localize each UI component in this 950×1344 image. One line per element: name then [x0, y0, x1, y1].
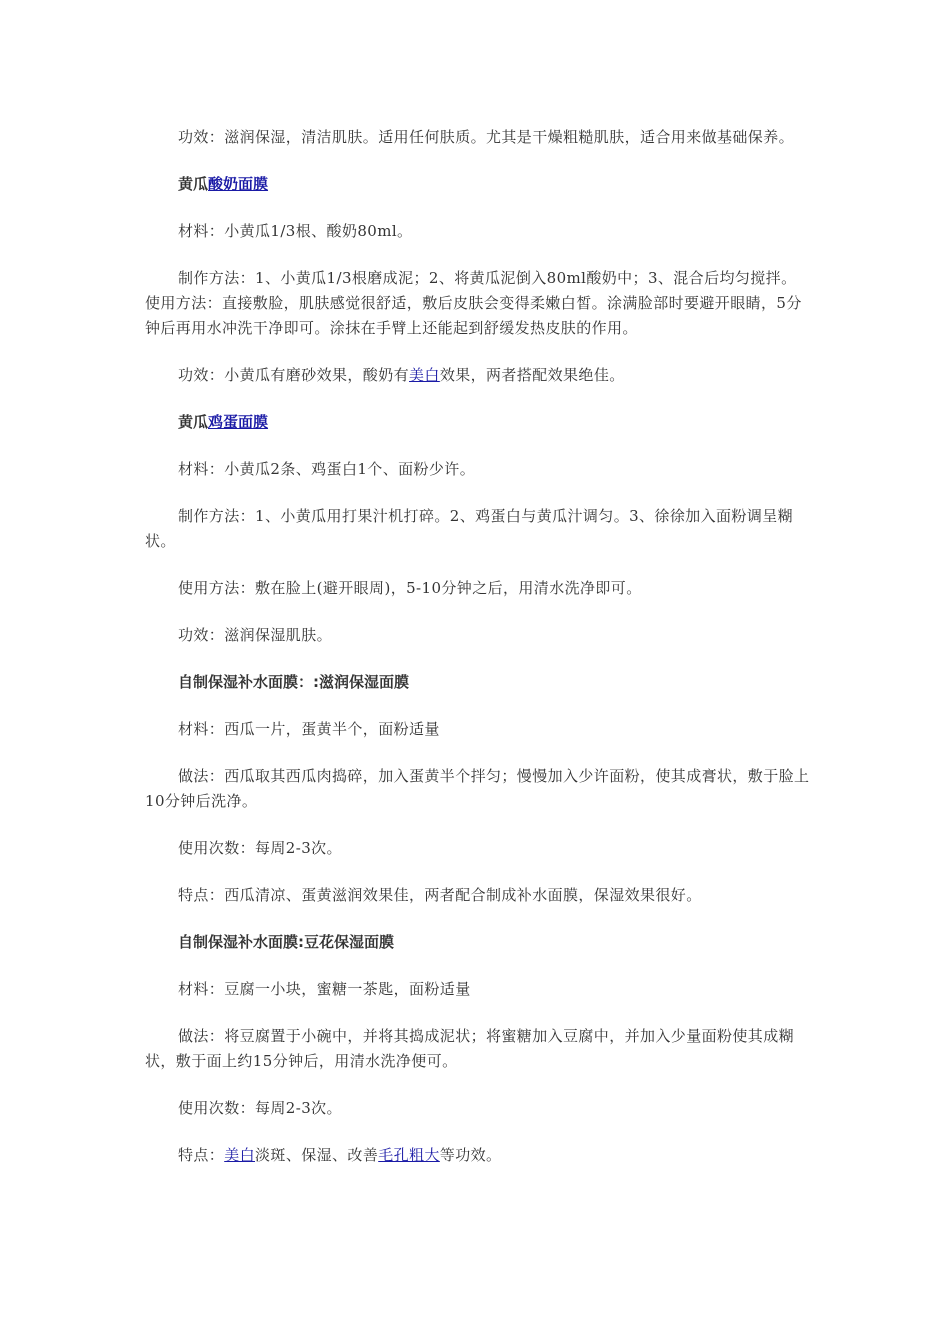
method-paragraph-3	[145, 764, 810, 814]
frequency-paragraph-3	[145, 836, 810, 861]
effect-paragraph-1	[145, 125, 810, 150]
text-span: 材料：西瓜一片，蛋黄半个，面粉适量	[178, 720, 440, 738]
text-span: 等功效。	[439, 1146, 502, 1164]
method-paragraph-1	[145, 266, 810, 341]
text-span: 效果，两者搭配效果绝佳。	[439, 366, 625, 384]
materials-paragraph-3	[145, 717, 810, 742]
keyword-link[interactable]: 酸奶面膜	[208, 175, 269, 193]
keyword-link[interactable]: 毛孔粗大	[378, 1146, 440, 1164]
effect-paragraph-3	[145, 623, 810, 648]
text-span: 材料：豆腐一小块，蜜糖一茶匙，面粉适量	[178, 980, 471, 998]
text-span: 使用方法：敷在脸上(避开眼周)，5-10分钟之后，用清水洗净即可。	[178, 579, 642, 597]
method-paragraph-4	[145, 1024, 810, 1074]
text-span: 功效：滋润保湿，清洁肌肤。适用任何肤质。尤其是干燥粗糙肌肤，适合用来做基础保养。	[178, 128, 795, 146]
heading-cucumber-yogurt-mask	[145, 172, 810, 197]
text-span: 黄瓜	[178, 413, 209, 431]
materials-paragraph-4	[145, 977, 810, 1002]
materials-paragraph-1	[145, 219, 810, 244]
text-span: 材料：小黄瓜1/3根、酸奶80ml。	[178, 222, 413, 240]
text-span: 使用次数：每周2-3次。	[178, 839, 342, 857]
text-span: 材料：小黄瓜2条、鸡蛋白1个、面粉少许。	[178, 460, 476, 478]
heading-watermelon-mask	[145, 670, 810, 695]
text-span: 功效：滋润保湿肌肤。	[178, 626, 333, 644]
text-span: 做法：西瓜取其西瓜肉捣碎，加入蛋黄半个拌匀；慢慢加入少许面粉，使其成膏状，敷于脸上10分钟后洗净。	[145, 767, 810, 810]
effect-paragraph-2	[145, 363, 810, 388]
keyword-link[interactable]: 美白	[409, 366, 440, 384]
text-span: 使用次数：每周2-3次。	[178, 1099, 342, 1117]
keyword-link[interactable]: 美白	[224, 1146, 256, 1164]
text-span: 功效：小黄瓜有磨砂效果，酸奶有	[178, 366, 410, 384]
usage-paragraph-2	[145, 576, 810, 601]
text-span: 自制保湿补水面膜:豆花保湿面膜	[178, 933, 395, 951]
text-span: 做法：将豆腐置于小碗中，并将其捣成泥状；将蜜糖加入豆腐中，并加入少量面粉使其成糊状，敷于面上约15分钟后，用清水洗净便可。	[145, 1027, 795, 1070]
document-page	[145, 125, 810, 1190]
text-span: 自制保湿补水面膜：:滋润保湿面膜	[178, 673, 410, 691]
text-span: 淡斑、保湿、改善	[255, 1146, 379, 1164]
keyword-link[interactable]: 鸡蛋面膜	[208, 413, 269, 431]
heading-tofu-mask	[145, 930, 810, 955]
text-span: 制作方法：1、小黄瓜用打果汁机打碎。2、鸡蛋白与黄瓜汁调匀。3、徐徐加入面粉调呈糊状。	[145, 507, 794, 550]
text-span: 黄瓜	[178, 175, 209, 193]
text-span: 特点：	[178, 1146, 225, 1164]
text-span: 制作方法：1、小黄瓜1/3根磨成泥；2、将黄瓜泥倒入80ml酸奶中；3、混合后均匀搅拌。使用方法：直接敷脸，肌肤感觉很舒适，敷后皮肤会变得柔嫩白皙。涂满脸部时要避开眼睛，5分钟后再用水冲洗干净即可。涂抹在手臂上还能起到舒缓发热皮肤的作用。	[145, 269, 802, 337]
method-paragraph-2	[145, 504, 810, 554]
feature-paragraph-3	[145, 883, 810, 908]
feature-paragraph-4	[145, 1143, 810, 1168]
materials-paragraph-2	[145, 457, 810, 482]
heading-cucumber-egg-mask	[145, 410, 810, 435]
text-span: 特点：西瓜清凉、蛋黄滋润效果佳，两者配合制成补水面膜，保湿效果很好。	[178, 886, 702, 904]
frequency-paragraph-4	[145, 1096, 810, 1121]
